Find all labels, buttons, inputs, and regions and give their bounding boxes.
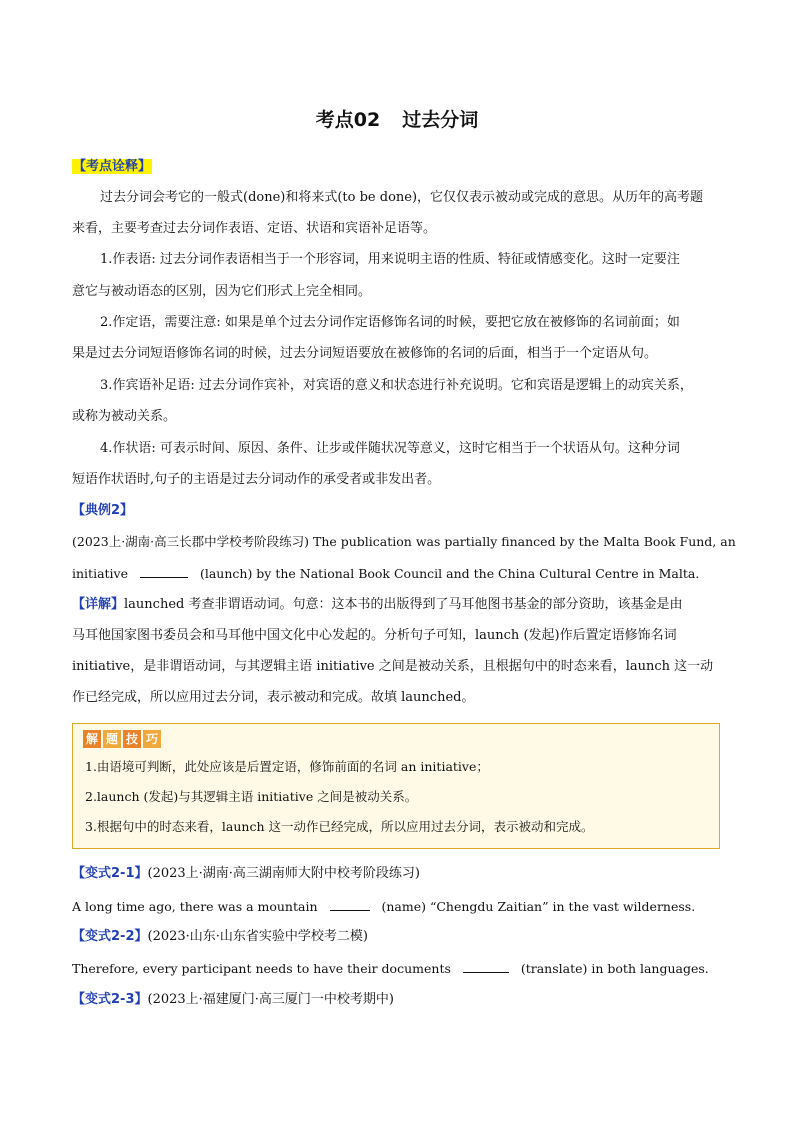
example-question-line-1: (2023上·湖南·高三长郡中学校考阶段练习) The publication was partially financed by the Malta Book Fund, an — [72, 534, 736, 549]
intro-line-1: 过去分词会考它的一般式(done)和将来式(to be done)，它仅仅表示被动或完成的意思。从历年的高考题 — [100, 190, 704, 205]
variant-3-header: 【变式2-3】(2023上·福建厦门·高三厦门一中校考期中) — [72, 992, 394, 1007]
detail-line-2: 马耳他国家图书委员会和马耳他中国文化中心发起的。分析句子可知，launch (发起)作后置定语修饰名词 — [72, 628, 677, 643]
point-3-line-2: 或称为被动关系。 — [72, 409, 177, 424]
intro-line-2: 来看，主要考查过去分词作表语、定语、状语和宾语补足语等。 — [72, 221, 437, 236]
tips-tag: 解 题 技 巧 — [83, 730, 161, 748]
section-label: 【考点诠释】 — [73, 159, 152, 174]
tip-2: 2.launch (发起)与其逻辑主语 initiative 之间是被动关系。 — [85, 789, 418, 804]
variant-2-header: 【变式2-2】(2023·山东·山东省实验中学校考二模) — [72, 929, 368, 944]
page-title: 考点02 过去分词 — [315, 109, 479, 131]
answer-blank — [463, 958, 509, 973]
example-label: 【典例2】 — [72, 503, 134, 518]
point-1-line-1: 1.作表语: 过去分词作表语相当于一个形容词，用来说明主语的性质、特征或情感变化。这时一定要注 — [100, 252, 680, 267]
point-4-line-1: 4.作状语: 可表示时间、原因、条件、让步或伴随状况等意义，这时它相当于一个状语从句。这种分词 — [100, 441, 680, 456]
detail-line-3: initiative，是非谓语动词，与其逻辑主语 initiative 之间是被动关系，且根据句中的时态来看，launch 这一动 — [72, 659, 714, 674]
example-question-line-2: initiative (launch) by the National Book Council and the China Cultural Centre in Malta. — [72, 563, 732, 584]
answer-blank — [330, 896, 370, 911]
point-4-line-2: 短语作状语时,句子的主语是过去分词动作的承受者或非发出者。 — [72, 472, 441, 487]
variant-1-header: 【变式2-1】(2023上·湖南·高三湖南师大附中校考阶段练习) — [72, 866, 420, 881]
point-2-line-1: 2.作定语，需要注意: 如果是单个过去分词作定语修饰名词的时候，要把它放在被修饰的名词前面；如 — [100, 315, 680, 330]
tip-3: 3.根据句中的时态来看，launch 这一动作已经完成，所以应用过去分词，表示被动和完成。 — [85, 819, 594, 834]
answer-blank — [140, 563, 188, 578]
tip-1: 1.由语境可判断，此处应该是后置定语，修饰前面的名词 an initiative； — [85, 759, 489, 774]
variant-1-question: A long time ago, there was a mountain (name) “Chengdu Zaitian” in the vast wilderness. — [72, 896, 732, 917]
point-1-line-2: 意它与被动语态的区别，因为它们形式上完全相同。 — [72, 284, 372, 299]
point-3-line-1: 3.作宾语补足语: 过去分词作宾补，对宾语的意义和状态进行补充说明。它和宾语是逻辑上的动宾关系， — [100, 378, 693, 393]
point-2-line-2: 果是过去分词短语修饰名词的时候，过去分词短语要放在被修饰的名词的后面，相当于一个定语从句。 — [72, 346, 658, 361]
detail-line-1: 【详解】launched 考查非谓语动词。句意：这本书的出版得到了马耳他图书基金的部分资助，该基金是由 — [72, 597, 683, 612]
tips-box — [72, 723, 720, 849]
variant-2-question: Therefore, every participant needs to have their documents (translate) in both languages. — [72, 958, 732, 979]
detail-line-4: 作已经完成，所以应用过去分词，表示被动和完成。故填 launched。 — [72, 690, 475, 705]
